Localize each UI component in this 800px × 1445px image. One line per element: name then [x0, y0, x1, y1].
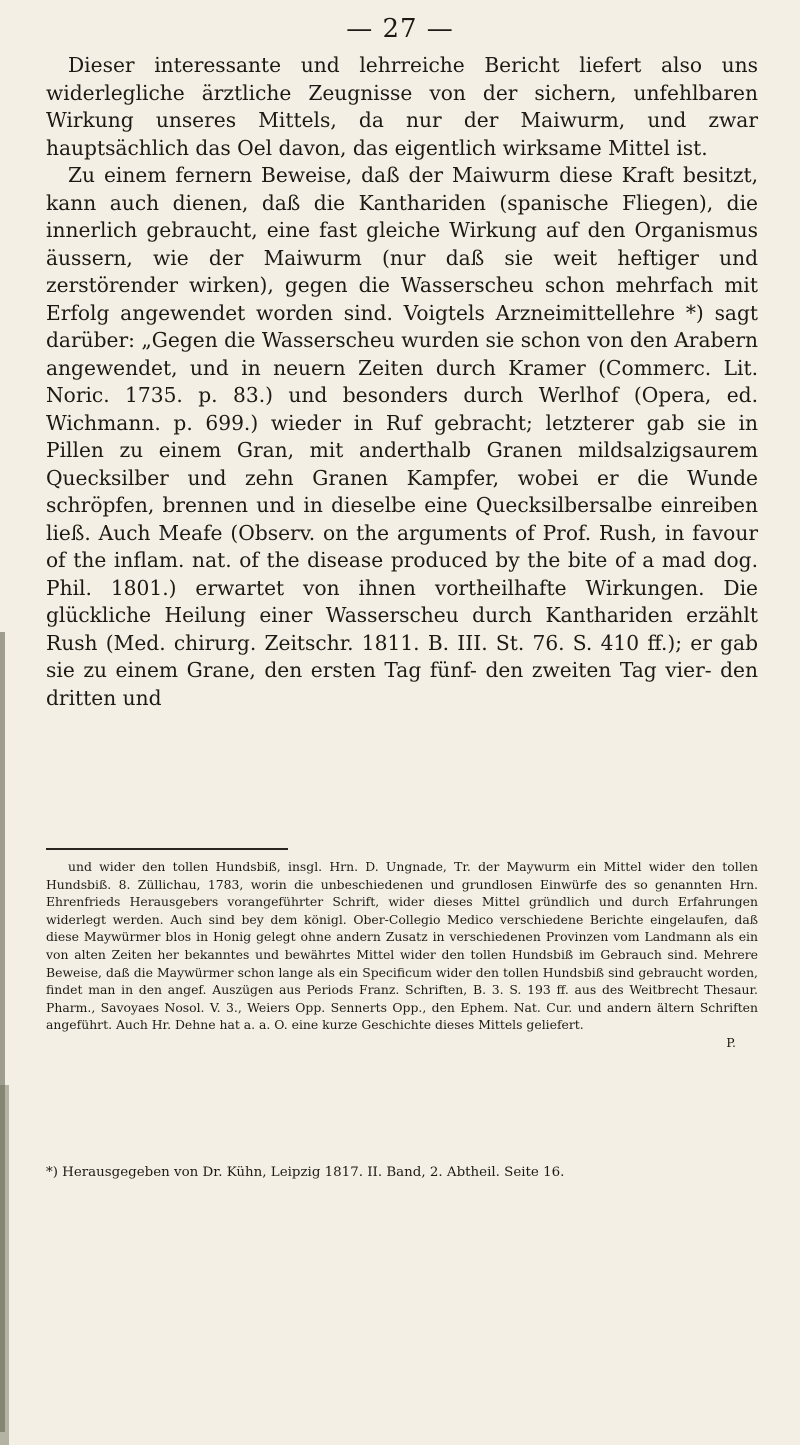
footnote-star-text: *) Herausgegeben von Dr. Kühn, Leipzig 1817. II. Band, 2. Abtheil. Seite 16.	[46, 1165, 565, 1180]
margin-shadow	[0, 1085, 9, 1445]
paragraph: Dieser interessante und lehrreiche Bericht liefert also uns widerlegliche ärztliche Zeugnisse von der sichern, unfehlbaren Wirkung unseres Mittels, da nur der Maiwurm, und zwar hauptsächlich das Oel davon, das eigentlich wirksame Mittel ist.	[46, 53, 758, 160]
paragraph: Zu einem fernern Beweise, daß der Maiwurm diese Kraft besitzt, kann auch dienen, daß die Kanthariden (spanische Fliegen), die innerlich gebraucht, eine fast gleiche Wirkung auf den Organismus äussern, wie der Maiwurm (nur daß sie weit heftiger und zerstörender wirken), gegen die Wasserscheu schon mehrfach mit Erfolg angewendet worden sind. Voigtels Arzneimittellehre *) sagt darüber: „Gegen die Wasserscheu wurden sie schon von den Arabern angewendet, und in neuern Zeiten durch Kramer (Commerc. Lit. Noric. 1735. p. 83.) und besonders durch Werlhof (Opera, ed. Wichmann. p. 699.) wieder in Ruf gebracht; letzterer gab sie in Pillen zu einem Gran, mit anderthalb Granen mildsalzigsaurem Quecksilber und zehn Granen Kampfer, wobei er die Wunde schröpfen, brennen und in dieselbe eine Quecksilbersalbe einreiben ließ. Auch Meafe (Observ. on the arguments of Prof. Rush, in favour of the inflam. nat. of the disease produced by the bite of a mad dog. Phil. 1801.) erwartet von ihnen vortheilhafte Wirkungen. Die glückliche Heilung einer Wasserscheu durch Kanthariden erzählt Rush (Med. chirurg. Zeitschr. 1811. B. III. St. 76. S. 410 ff.); er gab sie zu einem Grane, den ersten Tag fünf- den zweiten Tag vier- den dritten und	[46, 163, 758, 710]
main-text	[46, 52, 758, 712]
footnote-continuation	[46, 858, 758, 1052]
footnote-star	[46, 1163, 758, 1183]
footnote-signature: P.	[726, 1034, 736, 1050]
page-number: — 27 —	[346, 14, 454, 44]
footnote-text: und wider den tollen Hundsbiß, insgl. Hrn. D. Ungnade, Tr. der Maywurm ein Mittel wider den tollen Hundsbiß. 8. Züllichau, 1783, worin die unbeschiedenen und grundlosen Einwürfe des so genannten Hrn. Ehrenfrieds Herausgebers vorangeführter Schrift, wider dieses Mittel gründlich und durch Erfahrungen widerlegt werden. Auch sind bey dem königl. Ober-Collegio Medico verschiedene Berichte eingelaufen, daß diese Maywürmer blos in Honig gelegt ohne andern Zusatz in verschiedenen Provinzen vom Landmann als ein von alten Zeiten her bekanntes und bewährtes Mittel wider den tollen Hundsbiß im Gebrauch sind. Mehrere Beweise, daß die Maywürmer schon lange als ein Specificum wider den tollen Hundsbiß sind gebraucht worden, findet man in den angef. Auszügen aus Periods Franz. Schriften, B. 3. S. 193 ff. aus des Weitbrecht Thesaur. Pharm., Savoyaes Nosol. V. 3., Weiers Opp. Sennerts Opp., den Ephem. Nat. Cur. und andern ältern Schriften angeführt. Auch Hr. Dehne hat a. a. O. eine kurze Geschichte dieses Mittels geliefert.	[46, 859, 758, 1033]
footnote-rule	[46, 848, 288, 850]
